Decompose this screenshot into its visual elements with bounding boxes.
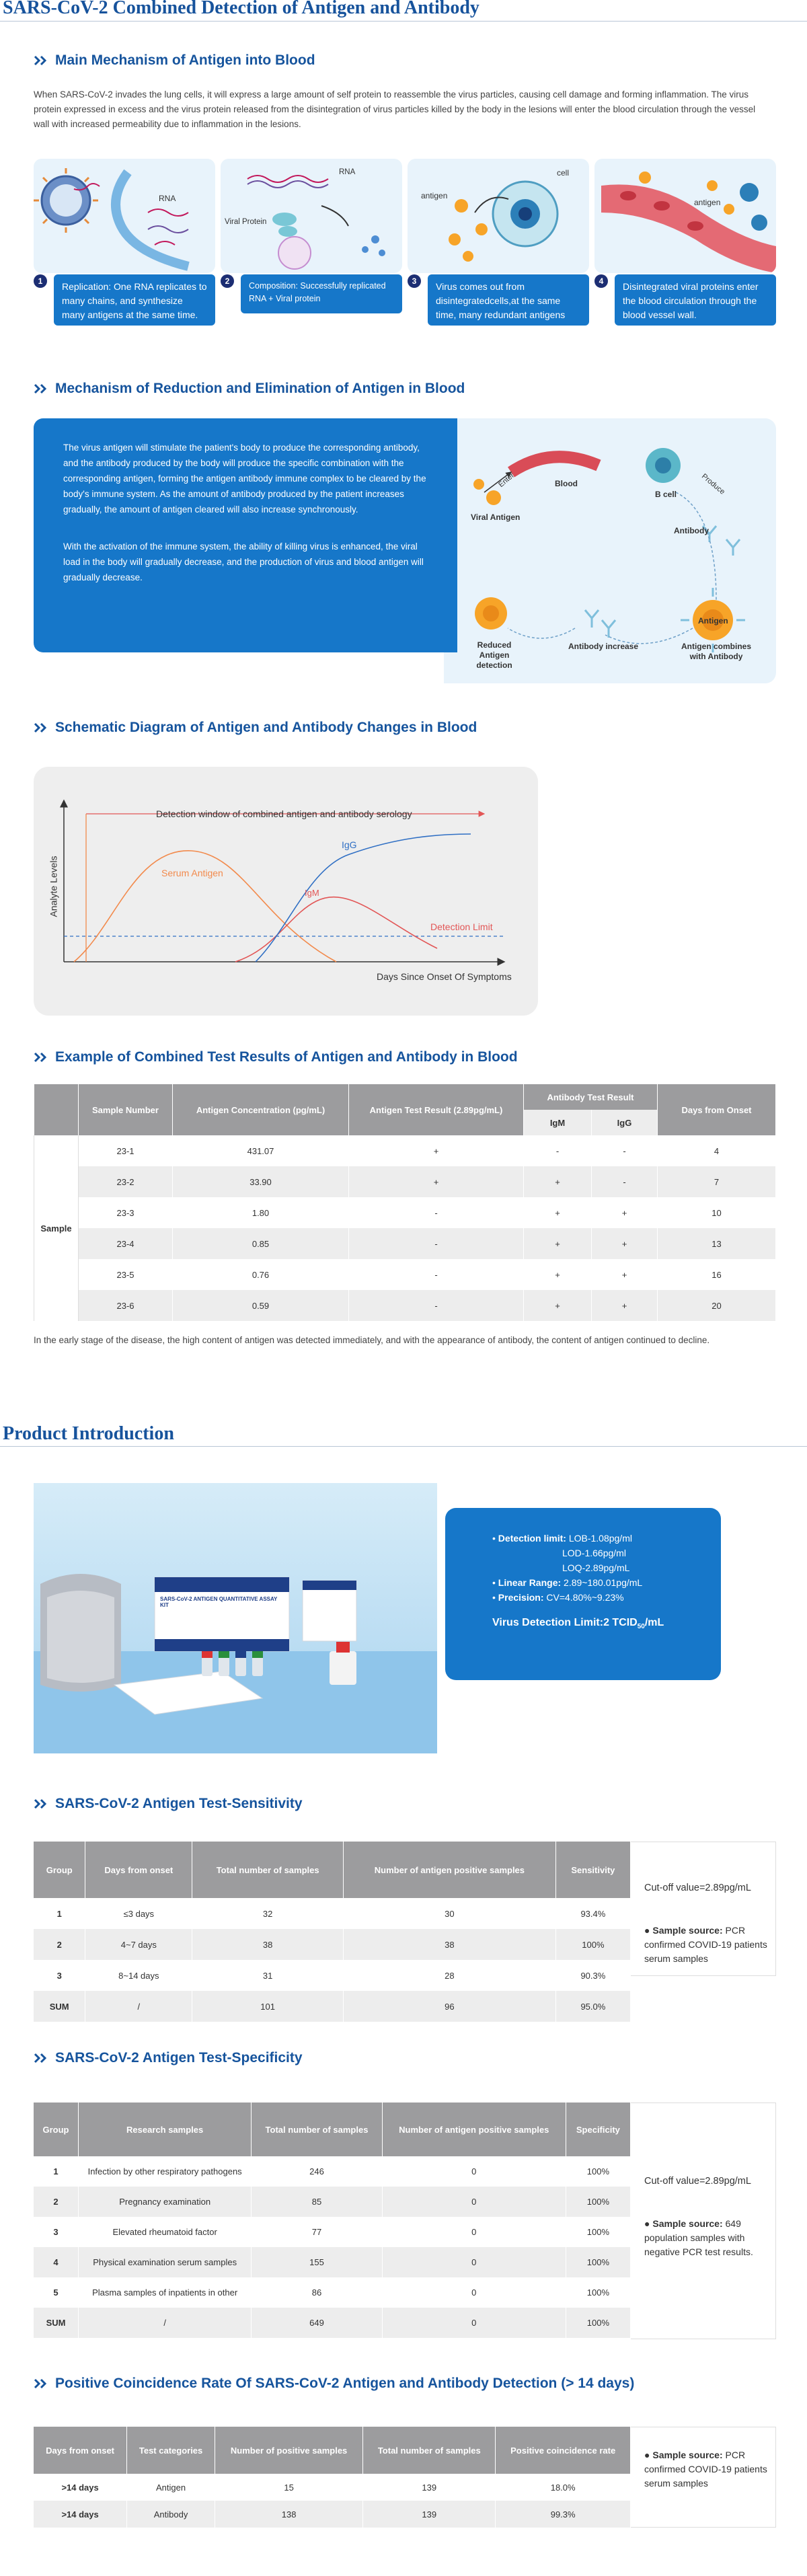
cell: 15 <box>215 2474 362 2501</box>
cell-c: 33.90 <box>173 1166 349 1197</box>
cell-r: - <box>349 1197 524 1228</box>
coincidence-body <box>34 2474 631 2528</box>
cell-c: 431.07 <box>173 1135 349 1166</box>
cell: Antigen <box>127 2474 215 2501</box>
coincidence-source <box>644 2448 772 2491</box>
cell-d: 4 <box>658 1135 776 1166</box>
igm-label: IgM <box>305 888 319 898</box>
cell: 100% <box>566 2277 630 2308</box>
cell: 38 <box>192 1929 344 1960</box>
cell: 246 <box>252 2156 382 2187</box>
section-title-text: SARS-CoV-2 Antigen Test-Sensitivity <box>55 1796 303 1811</box>
cell-d: 20 <box>658 1290 776 1321</box>
card-disintegration <box>408 159 589 273</box>
cell: 0 <box>382 2187 566 2217</box>
section-title-sensitivity <box>34 1796 303 1812</box>
cell: 85 <box>252 2187 382 2217</box>
cell: 90.3% <box>555 1960 630 1991</box>
cell: 100% <box>566 2156 630 2187</box>
th-2: Total number of samples <box>192 1842 344 1898</box>
cell: 100% <box>566 2187 630 2217</box>
elimination-diagram-panel <box>444 418 776 683</box>
cell: 100% <box>566 2217 630 2247</box>
cell-igm: + <box>524 1290 592 1321</box>
coincidence-source-text: PCR confirmed COVID-19 patients serum samples <box>644 2450 767 2489</box>
cell-c: 1.80 <box>173 1197 349 1228</box>
viral-protein-label: Viral Protein <box>225 218 267 226</box>
cell: 3 <box>34 1960 85 1991</box>
cell-d: 13 <box>658 1228 776 1259</box>
table-row <box>34 2277 631 2308</box>
table-row <box>34 1960 631 1991</box>
y-axis-label: Analyte Levels <box>48 856 59 917</box>
step-3-badge: 3 <box>408 274 421 288</box>
cell: 28 <box>344 1960 556 1991</box>
th-antigen-concentration: Antigen Concentration (pg/mL) <box>173 1084 349 1135</box>
cell-n: 23-3 <box>79 1197 173 1228</box>
cell-igg: + <box>592 1197 658 1228</box>
cell-d: 10 <box>658 1197 776 1228</box>
cell: Infection by other respiratory pathogens <box>79 2156 252 2187</box>
cell: 4 <box>34 2247 79 2277</box>
double-chevron-icon <box>34 2053 48 2063</box>
detection-limit-label: Detection Limit <box>430 921 493 932</box>
card-replication <box>34 159 215 273</box>
th-igm: IgM <box>524 1110 592 1135</box>
spec-label: Detection limit: <box>498 1533 566 1544</box>
cell-d: 7 <box>658 1166 776 1197</box>
cell: 2 <box>34 2187 79 2217</box>
cell: 138 <box>215 2501 362 2528</box>
cell-igg: - <box>592 1135 658 1166</box>
page-title: SARS-CoV-2 Combined Detection of Antigen and Antibody <box>3 0 479 18</box>
product-title: Product Introduction <box>3 1423 174 1444</box>
table-row <box>34 1166 776 1197</box>
cell-igg: + <box>592 1228 658 1259</box>
card-3-caption: Virus comes out from disintegratedcells,at the same time, many redundant antigens come our. <box>428 274 589 326</box>
spec-value: LOB-1.08pg/ml <box>568 1533 632 1544</box>
antigen-core-label: Antigen <box>698 616 728 626</box>
section-title-coincidence <box>34 2376 634 2392</box>
cell-c: 0.76 <box>173 1259 349 1290</box>
spec-label: Precision: <box>498 1592 544 1603</box>
antigen-label-2: antigen <box>694 198 721 207</box>
cell: 4~7 days <box>85 1929 192 1960</box>
table-row <box>34 1991 631 2022</box>
th-3: Number of antigen positive samples <box>344 1842 556 1898</box>
card-4-caption: Disintegrated viral proteins enter the blood circulation through the blood vessel wall. <box>615 274 776 326</box>
cell: 0 <box>382 2247 566 2277</box>
sensitivity-table <box>34 1842 631 2022</box>
virus-detection-limit <box>492 1617 721 1630</box>
th-days-from-onset: Days from Onset <box>658 1084 776 1135</box>
combined-results-table <box>34 1084 776 1321</box>
double-chevron-icon <box>34 55 48 66</box>
reduced-antigen-label: Reduced Antigen detection <box>476 640 512 670</box>
sensitivity-source-text: PCR confirmed COVID-19 patients serum samples <box>644 1925 767 1964</box>
cell: 649 <box>252 2308 382 2338</box>
cell-igm: + <box>524 1166 592 1197</box>
cell: Physical examination serum samples <box>79 2247 252 2277</box>
th-1: Days from onset <box>85 1842 192 1898</box>
cell: 99.3% <box>496 2501 631 2528</box>
igm-curve <box>235 897 437 962</box>
cell: 77 <box>252 2217 382 2247</box>
cell: 95.0% <box>555 1991 630 2022</box>
cell: 101 <box>192 1991 344 2022</box>
th-0: Days from onset <box>34 2427 127 2474</box>
spec-bullet: • <box>492 1533 498 1544</box>
cell-label: cell <box>557 168 570 178</box>
cell: 0 <box>382 2217 566 2247</box>
spec-value: 2.89~180.01pg/mL <box>564 1577 643 1588</box>
cell: 1 <box>34 1898 85 1929</box>
th-sample-number: Sample Number <box>79 1084 173 1135</box>
elimination-paragraph-1: The virus antigen will stimulate the patient's body to produce the corresponding antibody, and the antibody produced by the body will produce the specific combination with the corresponding antigen, forming the antigen antibody immune complex to be cleared by the body's immune system. As the amount of antibody produced by the patient increases gradually, the amount of antigen cleared will also increase synchronously. <box>63 443 426 515</box>
spec-value: LOD-1.66pg/ml <box>562 1548 626 1558</box>
sensitivity-header <box>34 1842 631 1898</box>
table-row <box>34 1135 776 1166</box>
table-row <box>34 2187 631 2217</box>
cell-igm: - <box>524 1135 592 1166</box>
cell: 139 <box>363 2474 496 2501</box>
cell: 1 <box>34 2156 79 2187</box>
cell: 86 <box>252 2277 382 2308</box>
cell: 5 <box>34 2277 79 2308</box>
igg-label: IgG <box>342 839 357 850</box>
cell-igm: + <box>524 1197 592 1228</box>
cell: 31 <box>192 1960 344 1991</box>
cell: ≤3 days <box>85 1898 192 1929</box>
cell-c: 0.59 <box>173 1290 349 1321</box>
cell-n: 23-6 <box>79 1290 173 1321</box>
mechanism-paragraph: When SARS-CoV-2 invades the lung cells, it will express a large amount of self protein to reassemble the virus particles, causing cell damage and forming inflammation. The virus protein expressed in excess and the virus protein released from the disintegration of virus particles killed by the body in the lesions will enter the blood circulation through the vessel wall with increased permeability due to inflammation in the lesions. <box>34 89 756 129</box>
spec-item <box>492 1575 721 1590</box>
cell: Plasma samples of inpatients in other <box>79 2277 252 2308</box>
cell: 18.0% <box>496 2474 631 2501</box>
cell-r: + <box>349 1135 524 1166</box>
coincidence-source-label-text: Sample source: <box>652 2450 723 2460</box>
cell: SUM <box>34 2308 79 2338</box>
virus-limit-sub: 50 <box>637 1623 645 1631</box>
cell: 0 <box>382 2156 566 2187</box>
cell-r: - <box>349 1259 524 1290</box>
cell: 93.4% <box>555 1898 630 1929</box>
elimination-text-panel <box>34 418 457 652</box>
section-title-specificity <box>34 2050 303 2066</box>
cell-r: - <box>349 1228 524 1259</box>
section-title-text: Positive Coincidence Rate Of SARS-CoV-2 Antigen and Antibody Detection (> 14 days) <box>55 2376 635 2391</box>
composition-illustration <box>221 159 402 273</box>
cell-n: 23-4 <box>79 1228 173 1259</box>
cell-r: - <box>349 1290 524 1321</box>
th-4: Sensitivity <box>555 1842 630 1898</box>
virus-limit-prefix: Virus Detection Limit:2 TCID <box>492 1617 638 1628</box>
specificity-cutoff: Cut-off value=2.89pg/mL <box>644 2176 751 2187</box>
sensitivity-source-label-text: Sample source: <box>652 1925 723 1936</box>
row-group-sample: Sample <box>34 1135 79 1321</box>
th-antibody-result: Antibody Test Result <box>524 1084 658 1110</box>
rna-label: RNA <box>159 194 176 203</box>
cell: 100% <box>566 2247 630 2277</box>
table-row <box>34 1197 776 1228</box>
cell: 139 <box>363 2501 496 2528</box>
cell: >14 days <box>34 2474 127 2501</box>
cell: SUM <box>34 1991 85 2022</box>
sensitivity-body <box>34 1898 631 2022</box>
card-2-caption: Composition: Successfully replicated RNA + Viral protein <box>241 274 402 313</box>
cell-r: + <box>349 1166 524 1197</box>
section-title-mechanism <box>34 52 315 69</box>
table-corner <box>34 1084 79 1135</box>
schematic-chart-panel <box>34 767 538 1016</box>
cell: 155 <box>252 2247 382 2277</box>
rna-label-2: RNA <box>339 168 356 176</box>
specificity-header <box>34 2103 631 2156</box>
specificity-source <box>644 2217 772 2259</box>
specificity-source-label: ● Sample source: <box>644 2218 723 2229</box>
cell: 0 <box>382 2277 566 2308</box>
th-1: Research samples <box>79 2103 252 2156</box>
cell-c: 0.85 <box>173 1228 349 1259</box>
cell-n: 23-2 <box>79 1166 173 1197</box>
table-row <box>34 2217 631 2247</box>
double-chevron-icon <box>34 1052 48 1063</box>
th-1: Test categories <box>127 2427 215 2474</box>
cell: 8~14 days <box>85 1960 192 1991</box>
cell: 100% <box>555 1929 630 1960</box>
section-title-example <box>34 1049 518 1065</box>
cell-n: 23-5 <box>79 1259 173 1290</box>
cell: 2 <box>34 1929 85 1960</box>
coincidence-header <box>34 2427 631 2474</box>
serum-antigen-label: Serum Antigen <box>161 868 223 878</box>
cell-n: 23-1 <box>79 1135 173 1166</box>
section-title-text: Main Mechanism of Antigen into Blood <box>55 52 315 68</box>
spec-bullet: • <box>492 1592 498 1603</box>
product-specs-panel <box>445 1508 721 1680</box>
cell: / <box>85 1991 192 2022</box>
th-3: Number of antigen positive samples <box>382 2103 566 2156</box>
section-title-text: Example of Combined Test Results of Antigen and Antibody in Blood <box>55 1049 518 1065</box>
th-igg: IgG <box>592 1110 658 1135</box>
coincidence-table <box>34 2427 631 2528</box>
x-axis-label: Days Since Onset Of Symptoms <box>377 971 512 982</box>
produce-label: Produce <box>699 472 727 496</box>
cell-igg: - <box>592 1166 658 1197</box>
coincidence-source-label: ● Sample source: <box>644 2450 723 2460</box>
blood-vessel-illustration <box>594 159 776 273</box>
antigen-combines-label: Antigen combines with Antibody <box>681 642 751 661</box>
th-3: Total number of samples <box>363 2427 496 2474</box>
table-row <box>34 2501 631 2528</box>
section-title-text: Schematic Diagram of Antigen and Antibody Changes in Blood <box>55 720 477 735</box>
table-row <box>34 1290 776 1321</box>
double-chevron-icon <box>34 383 48 394</box>
cell: 0 <box>382 2308 566 2338</box>
combined-results-note: In the early stage of the disease, the high content of antigen was detected immediately, and with the appearance of antibody, the content of antigen continued to decline. <box>34 1335 710 1345</box>
spec-value: CV=4.80%~9.23% <box>546 1592 624 1603</box>
sensitivity-cutoff: Cut-off value=2.89pg/mL <box>644 1883 751 1893</box>
card-blood-vessel <box>594 159 776 273</box>
th-antigen-result: Antigen Test Result (2.89pg/mL) <box>349 1084 524 1135</box>
elimination-paragraph-2: With the activation of the immune system, the ability of killing virus is enhanced, the viral load in the body will gradually decrease, and the production of virus and blood antigen will gradually decrease. <box>63 541 424 582</box>
cell: 96 <box>344 1991 556 2022</box>
cell: 3 <box>34 2217 79 2247</box>
card-composition <box>221 159 402 273</box>
section-title-text: SARS-CoV-2 Antigen Test-Specificity <box>55 2050 303 2066</box>
title-divider <box>0 21 807 22</box>
spec-item <box>492 1590 721 1605</box>
table-row <box>34 1929 631 1960</box>
cell-igm: + <box>524 1228 592 1259</box>
spec-value: LOQ-2.89pg/mL <box>562 1562 630 1573</box>
b-cell-label: B cell <box>655 490 677 499</box>
spec-item <box>492 1531 721 1546</box>
section-title-text: Mechanism of Reduction and Elimination of Antigen in Blood <box>55 381 465 396</box>
product-photo <box>34 1483 437 1753</box>
spec-label: Linear Range: <box>498 1577 562 1588</box>
specificity-body <box>34 2156 631 2338</box>
virus-limit-suffix: /mL <box>644 1617 664 1628</box>
th-2: Number of positive samples <box>215 2427 362 2474</box>
cell: Elevated rheumatoid factor <box>79 2217 252 2247</box>
th-0: Group <box>34 2103 79 2156</box>
double-chevron-icon <box>34 722 48 733</box>
cell: 100% <box>566 2308 630 2338</box>
igg-curve <box>256 834 471 962</box>
cell: Antibody <box>127 2501 215 2528</box>
section-title-elimination <box>34 381 465 397</box>
cell-d: 16 <box>658 1259 776 1290</box>
th-4: Positive coincidence rate <box>496 2427 631 2474</box>
spec-item <box>492 1560 721 1575</box>
antigen-label: antigen <box>421 191 448 200</box>
spec-bullet: • <box>492 1577 498 1588</box>
combined-results-body <box>34 1135 776 1321</box>
step-1-badge: 1 <box>34 274 47 288</box>
table-row <box>34 1898 631 1929</box>
table-row <box>34 1259 776 1290</box>
enter-label: Enter <box>497 471 516 490</box>
specificity-table <box>34 2103 631 2338</box>
product-kit-illustration <box>34 1483 437 1753</box>
th-4: Specificity <box>566 2103 630 2156</box>
cell-igg: + <box>592 1290 658 1321</box>
step-2-badge: 2 <box>221 274 234 288</box>
card-1-caption: Replication: One RNA replicates to many chains, and synthesize many antigens at the same time. <box>54 274 215 326</box>
cell: 30 <box>344 1898 556 1929</box>
spec-list <box>492 1531 721 1605</box>
table-row <box>34 2308 631 2338</box>
step-4-badge: 4 <box>594 274 608 288</box>
specificity-source-label-text: Sample source: <box>652 2218 723 2229</box>
specificity-source-text: 649 population samples with negative PCR test results. <box>644 2218 753 2257</box>
cell: 38 <box>344 1929 556 1960</box>
th-2: Total number of samples <box>252 2103 382 2156</box>
th-0: Group <box>34 1842 85 1898</box>
kit-box-label: SARS-CoV-2 ANTIGEN QUANTITATIVE ASSAY KIT <box>160 1596 278 1608</box>
spec-item <box>492 1546 721 1560</box>
cell: 32 <box>192 1898 344 1929</box>
table-row <box>34 2247 631 2277</box>
detection-window-label: Detection window of combined antigen and antibody serology <box>156 808 412 819</box>
double-chevron-icon <box>34 2378 48 2389</box>
table-row <box>34 2474 631 2501</box>
cell: / <box>79 2308 252 2338</box>
sensitivity-source-label: ● Sample source: <box>644 1925 723 1936</box>
section-title-schematic <box>34 720 477 736</box>
blood-label: Blood <box>555 479 578 488</box>
table-row <box>34 1228 776 1259</box>
antibody-increase-label: Antibody increase <box>568 642 639 651</box>
antibody-label: Antibody <box>674 526 709 535</box>
viral-antigen-label: Viral Antigen <box>471 513 521 522</box>
product-divider <box>0 1446 807 1447</box>
double-chevron-icon <box>34 1798 48 1809</box>
cell: >14 days <box>34 2501 127 2528</box>
cell-igg: + <box>592 1259 658 1290</box>
table-row <box>34 2156 631 2187</box>
virus-replication-illustration <box>34 159 215 273</box>
cell: Pregnancy examination <box>79 2187 252 2217</box>
sensitivity-source <box>644 1924 772 1966</box>
cell-igm: + <box>524 1259 592 1290</box>
